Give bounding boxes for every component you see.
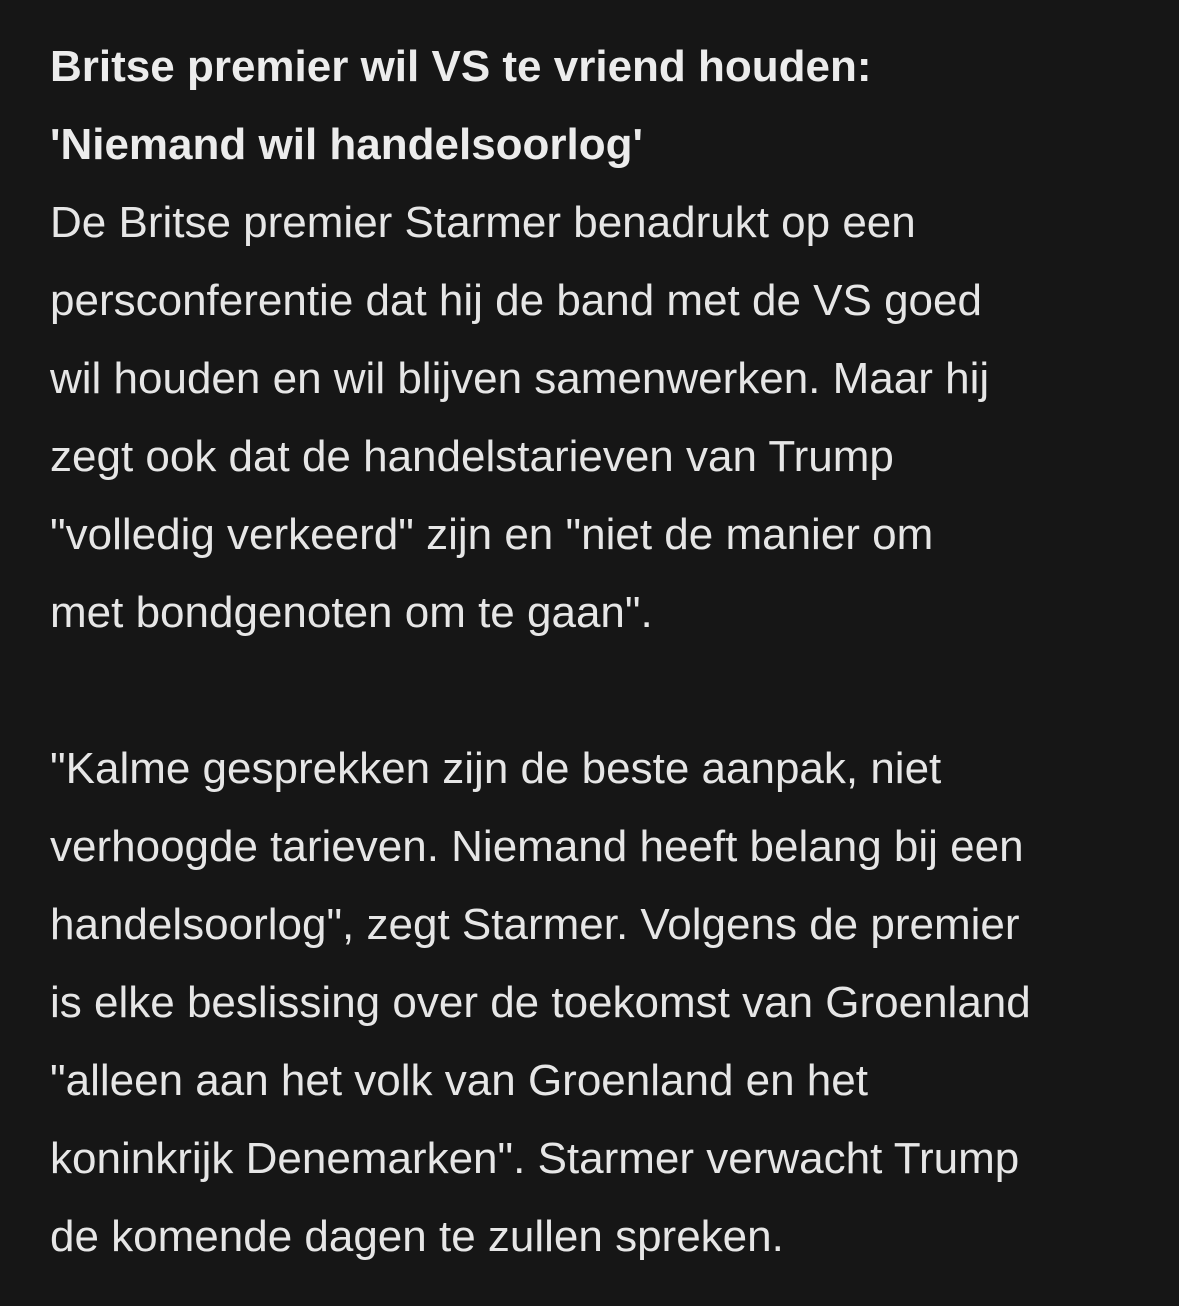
paragraph-line: zegt ook dat de handelstarieven van Trump [50, 432, 894, 481]
paragraph-line: verhoogde tarieven. Niemand heeft belang bij een [50, 822, 1024, 871]
paragraph-line: handelsoorlog", zegt Starmer. Volgens de premier [50, 900, 1020, 949]
headline-line-2: 'Niemand wil handelsoorlog' [50, 120, 643, 169]
paragraph-line: wil houden en wil blijven samenwerken. Maar hij [50, 354, 990, 403]
paragraph-line: "volledig verkeerd" zijn en "niet de manier om [50, 510, 934, 559]
paragraph-line: De Britse premier Starmer benadrukt op een [50, 198, 916, 247]
article-paragraph-2 [50, 730, 1150, 1276]
paragraph-line: met bondgenoten om te gaan". [50, 588, 653, 637]
article-headline [50, 28, 1150, 184]
paragraph-line: de komende dagen te zullen spreken. [50, 1212, 784, 1261]
news-article [50, 28, 1150, 1276]
article-paragraph-1 [50, 184, 1150, 652]
headline-line-1: Britse premier wil VS te vriend houden: [50, 42, 872, 91]
paragraph-line: is elke beslissing over de toekomst van Groenland [50, 978, 1031, 1027]
paragraph-line: "alleen aan het volk van Groenland en het [50, 1056, 868, 1105]
paragraph-line: persconferentie dat hij de band met de VS goed [50, 276, 982, 325]
paragraph-line: "Kalme gesprekken zijn de beste aanpak, niet [50, 744, 942, 793]
paragraph-line: koninkrijk Denemarken". Starmer verwacht Trump [50, 1134, 1020, 1183]
